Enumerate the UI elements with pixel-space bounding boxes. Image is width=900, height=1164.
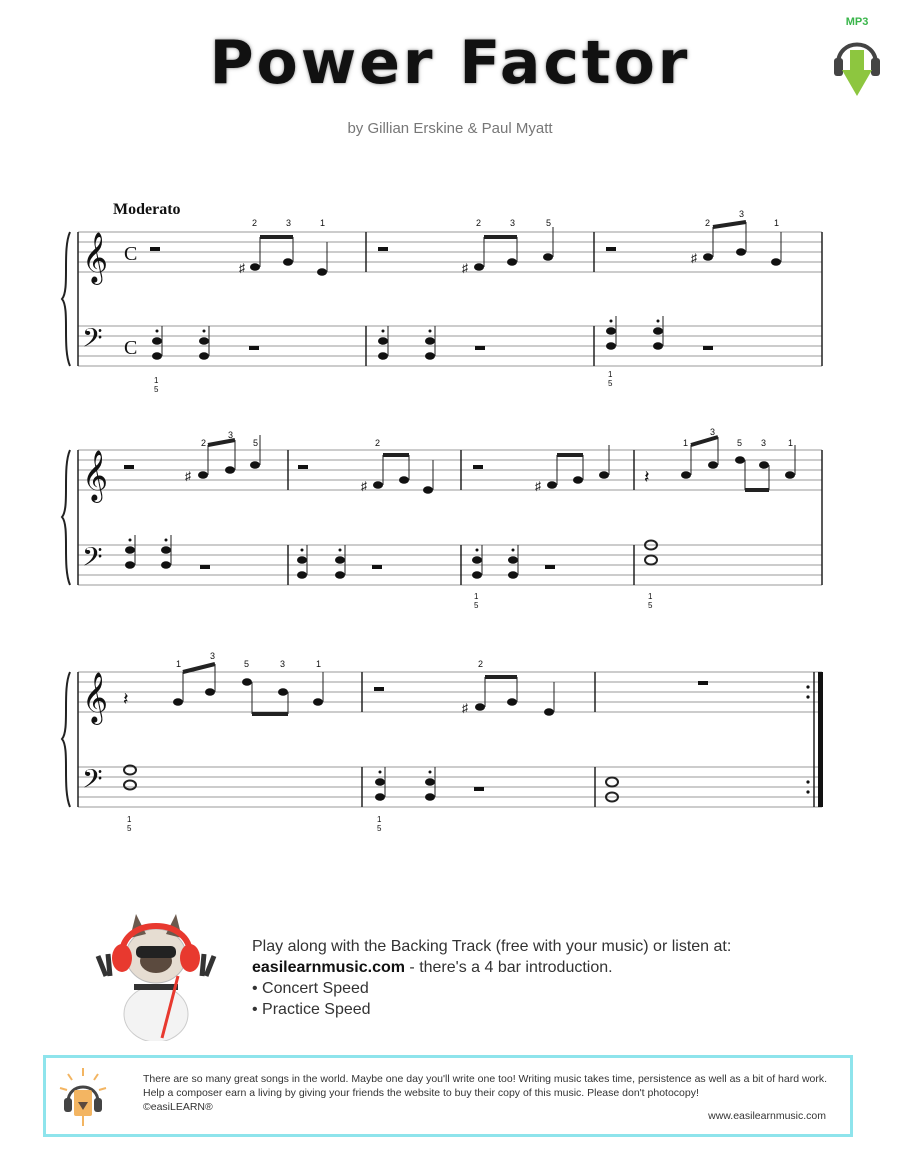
svg-text:5: 5 [474,601,479,610]
svg-text:3: 3 [710,427,716,437]
backing-track-info [252,936,731,1020]
cat-headphones-icon [86,906,226,1041]
svg-text:5: 5 [608,379,613,388]
svg-text:♯: ♯ [691,251,697,265]
svg-text:3: 3 [739,209,745,219]
practice-speed-link[interactable]: • Practice Speed [252,1001,371,1018]
svg-text:2: 2 [201,438,207,448]
promo-line-2: - there's a 4 bar introduction. [404,959,613,976]
svg-text:3: 3 [228,430,234,440]
promo-line-1: Play along with the Backing Track (free with your music) or listen at: [252,938,732,955]
svg-text:1: 1 [788,438,794,448]
cat-mascot-image [86,906,226,1041]
svg-text:1: 1 [154,376,159,385]
svg-text:5: 5 [737,438,743,448]
svg-text:1: 1 [377,815,382,824]
svg-text:3: 3 [280,659,286,669]
copyright-notice-box [43,1055,853,1137]
svg-text:3: 3 [510,218,516,228]
svg-text:5: 5 [127,824,132,833]
svg-text:5: 5 [244,659,250,669]
composer-byline: by Gillian Erskine & Paul Myatt [347,120,553,137]
svg-text:1: 1 [774,218,780,228]
svg-text:♯: ♯ [535,479,541,493]
svg-text:2: 2 [705,218,711,228]
svg-text:1: 1 [320,218,326,228]
svg-text:2: 2 [476,218,482,228]
tempo-marking: Moderato [113,201,181,218]
composer-headphones-icon [58,1066,108,1130]
system-2 [62,427,822,610]
svg-text:1: 1 [316,659,322,669]
svg-text:♯: ♯ [185,469,191,483]
svg-text:♯: ♯ [361,479,367,493]
svg-text:2: 2 [478,659,484,669]
svg-text:2: 2 [375,438,381,448]
song-title: Power Factor [209,28,691,98]
footer-website-link[interactable]: www.easilearnmusic.com [708,1110,826,1122]
svg-text:𝄢: 𝄢 [82,322,103,360]
footer-notice [143,1072,843,1114]
svg-text:5: 5 [377,824,382,833]
svg-text:𝄢: 𝄢 [82,541,103,579]
svg-text:1: 1 [127,815,132,824]
svg-text:♯: ♯ [462,261,468,275]
svg-text:𝄞: 𝄞 [82,232,109,283]
svg-text:5: 5 [154,385,159,394]
svg-text:3: 3 [210,651,216,661]
mp3-label: MP3 [845,16,869,28]
svg-text:3: 3 [286,218,292,228]
svg-text:5: 5 [253,438,259,448]
svg-text:2: 2 [252,218,258,228]
svg-text:1: 1 [683,438,689,448]
svg-text:𝄞: 𝄞 [82,672,109,723]
svg-text:1: 1 [176,659,182,669]
svg-text:𝄞: 𝄞 [82,450,109,501]
svg-text:♯: ♯ [462,701,468,715]
svg-text:𝄢: 𝄢 [82,763,103,801]
svg-text:5: 5 [546,218,552,228]
system-1 [62,209,822,394]
concert-speed-link[interactable]: • Concert Speed [252,980,369,997]
svg-text:3: 3 [761,438,767,448]
svg-text:𝄽: 𝄽 [644,467,650,487]
svg-text:5: 5 [648,601,653,610]
footer-copyright: ©easiLEARN® [143,1101,213,1113]
svg-text:C: C [124,337,138,359]
svg-text:1: 1 [648,592,653,601]
svg-text:C: C [124,243,138,265]
svg-text:♯: ♯ [239,261,245,275]
svg-text:1: 1 [474,592,479,601]
svg-text:1: 1 [608,370,613,379]
svg-text:𝄽: 𝄽 [123,689,129,709]
website-link[interactable]: easilearnmusic.com [252,959,405,976]
footer-message: There are so many great songs in the world. Maybe one day you'll write one too! Writing music takes time, persistence as well as a bit of hard work. Help a composer earn a living by giving your friends the website to buy their copy of this music. Please don't photocopy! [143,1073,828,1099]
system-3 [62,651,823,833]
